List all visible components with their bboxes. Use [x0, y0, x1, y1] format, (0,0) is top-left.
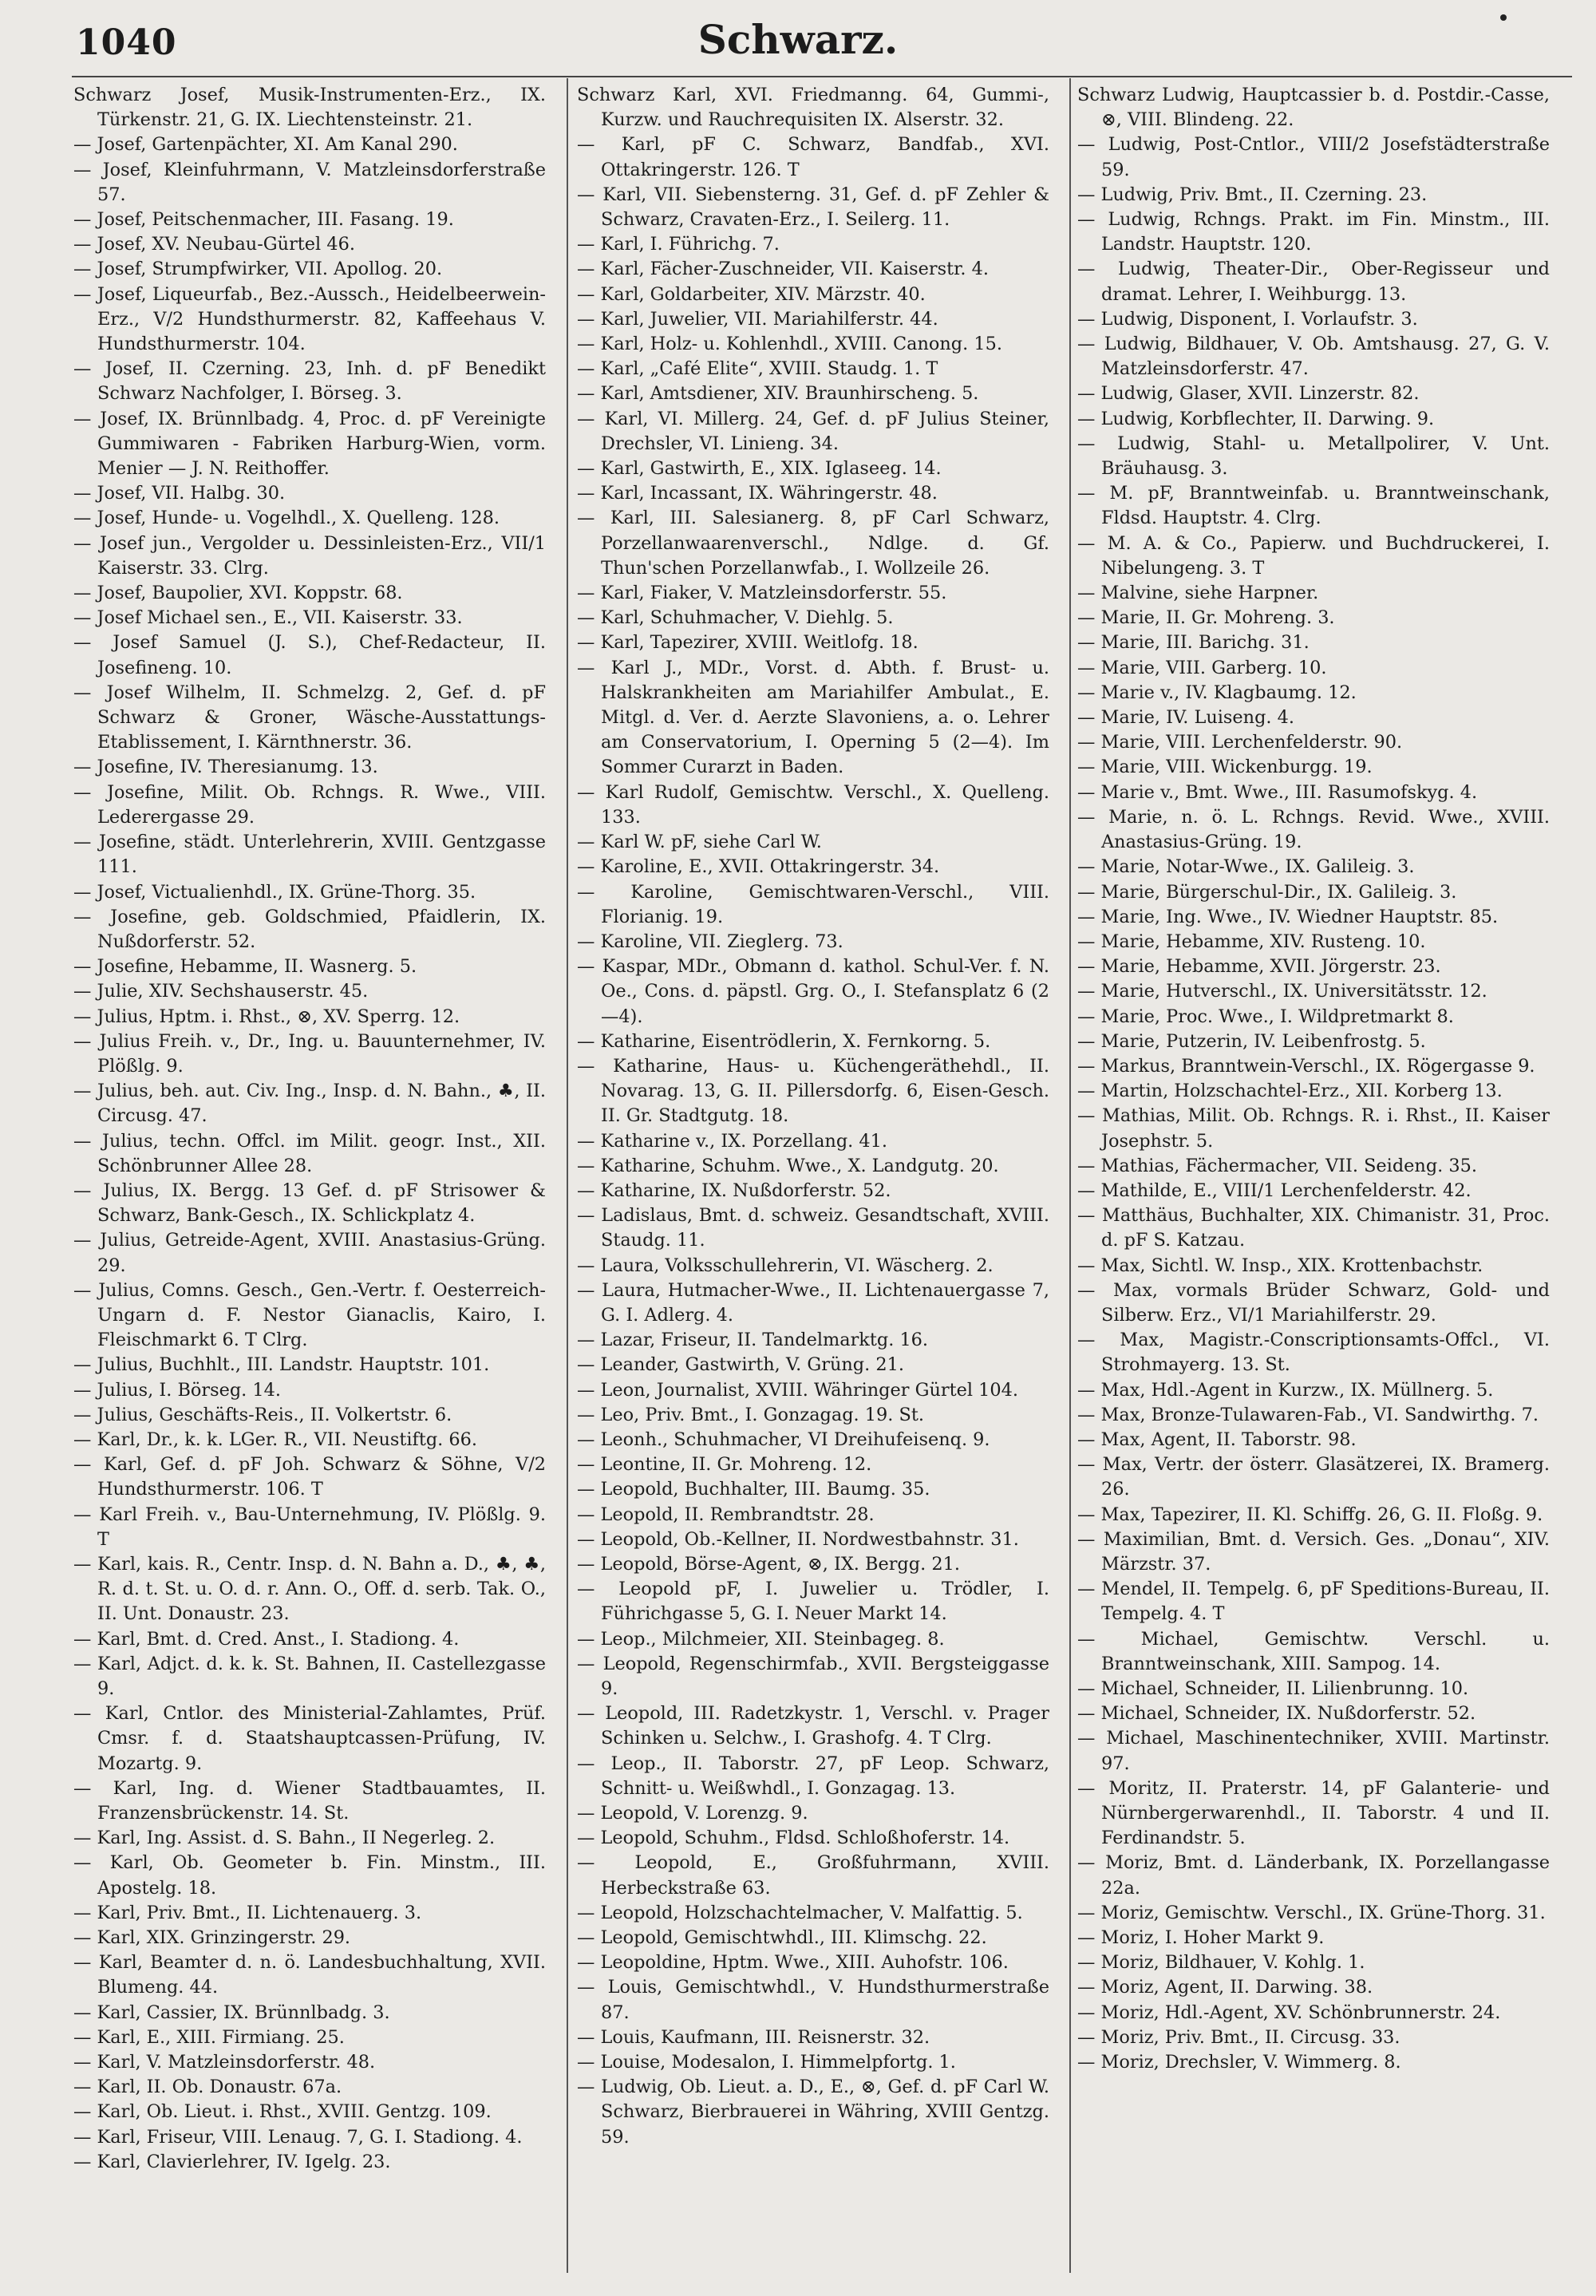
directory-entry: — Leo, Priv. Bmt., I. Gonzagag. 19. St. — [577, 1404, 924, 1425]
directory-entry: — Leopold, V. Lorenzg. 9. — [577, 1803, 808, 1824]
directory-entry: — Marie v., IV. Klagbaumg. 12. — [1077, 682, 1357, 703]
directory-entry: — Katharine, Schuhm. Wwe., X. Landgutg. 20. — [577, 1155, 999, 1176]
page-title: Schwarz. — [697, 16, 899, 63]
directory-entry: — Karl, Fächer-Zuschneider, VII. Kaiserstr. 4. — [577, 259, 989, 280]
directory-entry: — Mathias, Milit. Ob. Rchngs. R. i. Rhst., II. Kaiser Josephstr. 5. — [1077, 1105, 1550, 1152]
directory-entry: — Marie, VIII. Lerchenfelderstr. 90. — [1077, 732, 1403, 753]
directory-entry: — Karl, Beamter d. n. ö. Landesbuchhaltung, XVII. Blumeng. 44. — [73, 1952, 546, 1998]
directory-entry: — Karl, Ob. Lieut. i. Rhst., XVIII. Gentzg. 109. — [73, 2101, 492, 2123]
directory-entry: — Josef, XV. Neubau-Gürtel 46. — [73, 234, 355, 255]
directory-entry: — Mathilde, E., VIII/1 Lerchenfelderstr. 42. — [1077, 1180, 1472, 1201]
directory-entry: — Julius, Geschäfts-Reis., II. Volkertstr. 6. — [73, 1404, 452, 1425]
directory-entry: — Karl, Clavierlehrer, IV. Igelg. 23. — [73, 2151, 391, 2172]
directory-entry: — Julius, beh. aut. Civ. Ing., Insp. d. N. Bahn., ♣, II. Circusg. 47. — [73, 1081, 546, 1127]
directory-entry: — Leopold, Ob.-Kellner, II. Nordwestbahnstr. 31. — [577, 1528, 1019, 1550]
directory-entry: — Karl, kais. R., Centr. Insp. d. N. Bahn a. D., ♣, ♣, R. d. t. St. u. O. d. r. Ann. O., Off. d. serb. Tak. O., II. Unt. Donaustr. 23. — [73, 1553, 546, 1625]
directory-entry: — Marie, II. Gr. Mohreng. 3. — [1077, 607, 1335, 629]
directory-entry: — Michael, Schneider, IX. Nußdorferstr. 52. — [1077, 1703, 1476, 1725]
directory-entry: — Marie, VIII. Garberg. 10. — [1077, 657, 1327, 678]
directory-entry: — Karl, Ob. Geometer b. Fin. Minstm., III. Apostelg. 18. — [73, 1852, 546, 1899]
directory-entry: — Katharine, IX. Nußdorferstr. 52. — [577, 1180, 891, 1201]
directory-entry: — Karl, Bmt. d. Cred. Anst., I. Stadiong. 4. — [73, 1628, 460, 1650]
directory-entry: — Karl, Schuhmacher, V. Diehlg. 5. — [577, 607, 894, 629]
directory-entry: — Katharine, Haus- u. Küchengeräthehdl., II. Novarag. 13, G. II. Pillersdorfg. 6, Eisen-Gesch. II. Gr. Stadtgutg. 18. — [577, 1055, 1049, 1127]
directory-entry: — Karl, E., XIII. Firmiang. 25. — [73, 2026, 345, 2048]
directory-entry: — Karl, XIX. Grinzingerstr. 29. — [73, 1927, 351, 1949]
directory-entry: — Moriz, Hdl.-Agent, XV. Schönbrunnerstr. 24. — [1077, 2002, 1501, 2023]
directory-entry: — Karl W. pF, siehe Carl W. — [577, 832, 822, 853]
directory-entry: — Karl, Priv. Bmt., II. Lichtenauerg. 3. — [73, 1902, 422, 1923]
directory-entry: — Josef, Hunde- u. Vogelhdl., X. Quelleng. 128. — [73, 508, 500, 529]
directory-entry: — Josef, Victualienhdl., IX. Grüne-Thorg. 35. — [73, 881, 476, 903]
directory-entry: — Ludwig, Rchngs. Prakt. im Fin. Minstm., III. Landstr. Hauptstr. 120. — [1077, 209, 1550, 255]
directory-entry: — Louise, Modesalon, I. Himmelpfortg. 1. — [577, 2052, 956, 2073]
directory-entry: — Leopold, II. Rembrandtstr. 28. — [577, 1504, 875, 1525]
directory-entry: — Leopold, Holzschachtelmacher, V. Malfattig. 5. — [577, 1902, 1023, 1923]
directory-entry: — Moriz, Bmt. d. Länderbank, IX. Porzellangasse 22a. — [1077, 1852, 1550, 1899]
directory-entry: — Marie, Ing. Wwe., IV. Wiedner Hauptstr. 85. — [1077, 906, 1499, 927]
directory-entry: — Karl, pF C. Schwarz, Bandfab., XVI. Ottakringerstr. 126. T — [577, 134, 1049, 180]
directory-entry: — Josef, II. Czerning. 23, Inh. d. pF Benedikt Schwarz Nachfolger, I. Börseg. 3. — [73, 358, 546, 405]
directory-entry: — Ludwig, Theater-Dir., Ober-Regisseur und dramat. Lehrer, I. Weihburgg. 13. — [1077, 259, 1550, 305]
directory-entry: — Moriz, Gemischtw. Verschl., IX. Grüne-Thorg. 31. — [1077, 1902, 1546, 1923]
directory-entry: — Leopold pF, I. Juwelier u. Trödler, I. Führichgasse 5, G. I. Neuer Markt 14. — [577, 1579, 1049, 1625]
directory-entry: — Josef, Kleinfuhrmann, V. Matzleinsdorferstraße 57. — [73, 159, 546, 205]
directory-entry: — Moritz, II. Praterstr. 14, pF Galanterie- und Nürnbergerwarenhdl., II. Taborstr. 4 und II. Ferdinandstr. 5. — [1077, 1777, 1550, 1849]
directory-entry: — Karl, Tapezirer, XVIII. Weitlofg. 18. — [577, 632, 918, 654]
directory-entry: — Leontine, II. Gr. Mohreng. 12. — [577, 1454, 872, 1476]
directory-entry: — Max, vormals Brüder Schwarz, Gold- und Silberw. Erz., VI/1 Mariahilferstr. 29. — [1077, 1279, 1550, 1326]
directory-entry: — Karl, Gastwirth, E., XIX. Iglaseeg. 14. — [577, 458, 942, 480]
directory-entry: — Max, Sichtl. W. Insp., XIX. Krottenbachstr. — [1077, 1255, 1483, 1276]
column-1 — [73, 83, 546, 2270]
directory-entry: — Matthäus, Buchhalter, XIX. Chimanistr. 31, Proc. d. pF S. Katzau. — [1077, 1205, 1550, 1251]
directory-entry: — Karl, III. Salesianerg. 8, pF Carl Schwarz, Porzellanwaarenverschl., Ndlge. d. Gf. Thun'schen Porzellanwfab., I. Wollzeile 26. — [577, 508, 1049, 579]
directory-entry: — Ludwig, Disponent, I. Vorlaufstr. 3. — [1077, 308, 1418, 330]
directory-entry: — Karl J., MDr., Vorst. d. Abth. f. Brust- u. Halskrankheiten am Mariahilfer Ambulat., E. Mitgl. d. Ver. d. Aerzte Slavoniens, a. o. Lehrer am Conservatorium, I. Operning 5 (2—4). Im Sommer Curarzt in Baden. — [577, 657, 1049, 778]
column-3 — [1077, 83, 1550, 2270]
directory-entry: — M. pF, Branntweinfab. u. Branntweinschank, Fldsd. Hauptstr. 4. Clrg. — [1077, 483, 1550, 529]
directory-entry: — Marie, IV. Luiseng. 4. — [1077, 707, 1295, 729]
directory-entry: — Josef, VII. Halbg. 30. — [73, 483, 286, 504]
directory-entry: — Josef, Gartenpächter, XI. Am Kanal 290. — [73, 134, 458, 156]
directory-entry: Schwarz Ludwig, Hauptcassier b. d. Postdir.-Casse, ⊗, VIII. Blindeng. 22. — [1077, 85, 1550, 131]
directory-entry: — Ludwig, Stahl- u. Metallpolirer, V. Unt. Bräuhausg. 3. — [1077, 433, 1550, 480]
directory-entry: — Karl, Juwelier, VII. Mariahilferstr. 44. — [577, 308, 938, 330]
directory-entry: — Maximilian, Bmt. d. Versich. Ges. „Donau“, XIV. Märzstr. 37. — [1077, 1528, 1550, 1575]
directory-entry: — Josefine, städt. Unterlehrerin, XVIII. Gentzgasse 111. — [73, 832, 546, 878]
directory-entry: — Josef, IX. Brünnlbadg. 4, Proc. d. pF Vereinigte Gummiwaren - Fabriken Harburg-Wien, vorm. Menier — J. N. Reithoffer. — [73, 408, 546, 480]
directory-entry: — Michael, Maschinentechniker, XVIII. Martinstr. 97. — [1077, 1728, 1550, 1774]
directory-entry: — Karl Rudolf, Gemischtw. Verschl., X. Quelleng. 133. — [577, 781, 1049, 828]
directory-entry: — Ludwig, Post-Cntlor., VIII/2 Josefstädterstraße 59. — [1077, 134, 1550, 180]
directory-entry: — Karoline, VII. Zieglerg. 73. — [577, 931, 843, 952]
directory-entry: — Max, Tapezirer, II. Kl. Schiffg. 26, G. II. Floßg. 9. — [1077, 1504, 1543, 1525]
directory-entry: — Karl, Adjct. d. k. k. St. Bahnen, II. Castellezgasse 9. — [73, 1653, 546, 1699]
directory-entry: — Michael, Schneider, II. Lilienbrunng. 10. — [1077, 1678, 1469, 1699]
directory-entry: — Moriz, Agent, II. Darwing. 38. — [1077, 1977, 1373, 1998]
directory-entry: — Julius, techn. Offcl. im Milit. geogr. Inst., XII. Schönbrunner Allee 28. — [73, 1130, 546, 1176]
directory-entry: — Leander, Gastwirth, V. Grüng. 21. — [577, 1354, 904, 1376]
directory-entry: — Karl, Gef. d. pF Joh. Schwarz & Söhne, V/2 Hundsthurmerstr. 106. T — [73, 1454, 546, 1500]
directory-entry: — Julius, Buchhlt., III. Landstr. Hauptstr. 101. — [73, 1354, 490, 1376]
directory-entry: — Marie, VIII. Wickenburgg. 19. — [1077, 757, 1373, 778]
directory-entry: — Marie, III. Barichg. 31. — [1077, 632, 1310, 654]
directory-entry: — Marie, Putzerin, IV. Leibenfrostg. 5. — [1077, 1030, 1426, 1052]
directory-entry: — Karl, I. Führichg. 7. — [577, 234, 780, 255]
directory-entry: — Ludwig, Bildhauer, V. Ob. Amtshausg. 27, G. V. Matzleinsdorferstr. 47. — [1077, 334, 1550, 380]
directory-entry: — Max, Bronze-Tulawaren-Fab., VI. Sandwirthg. 7. — [1077, 1404, 1539, 1425]
directory-entry: — Josef Wilhelm, II. Schmelzg. 2, Gef. d. pF Schwarz & Groner, Wäsche-Ausstattungs-Etablissement, I. Kärnthnerstr. 36. — [73, 682, 546, 753]
directory-entry: — Karl, V. Matzleinsdorferstr. 48. — [73, 2052, 376, 2073]
directory-entry: — Julius, Comns. Gesch., Gen.-Vertr. f. Oesterreich-Ungarn d. F. Nestor Gianaclis, Kairo, I. Fleischmarkt 6. T Clrg. — [73, 1279, 546, 1351]
directory-entry: — Moriz, Bildhauer, V. Kohlg. 1. — [1077, 1952, 1365, 1974]
directory-entry: — Ludwig, Glaser, XVII. Linzerstr. 82. — [1077, 383, 1420, 405]
directory-entry: — Karl, Incassant, IX. Währingerstr. 48. — [577, 483, 938, 504]
directory-entry: — Karl, VII. Siebensterng. 31, Gef. d. pF Zehler & Schwarz, Cravaten-Erz., I. Seilerg. 11. — [577, 184, 1049, 231]
directory-entry: — Mendel, II. Tempelg. 6, pF Speditions-Bureau, II. Tempelg. 4. T — [1077, 1579, 1550, 1625]
directory-entry: — Karoline, E., XVII. Ottakringerstr. 34. — [577, 856, 940, 878]
directory-entry: — Leopoldine, Hptm. Wwe., XIII. Auhofstr. 106. — [577, 1952, 1009, 1974]
directory-entry: — Louis, Kaufmann, III. Reisnerstr. 32. — [577, 2026, 930, 2048]
page-number: 1040 — [76, 22, 177, 63]
directory-entry: — Leopold, III. Radetzkystr. 1, Verschl. v. Prager Schinken u. Selchw., I. Grashofg. 4. T Clrg. — [577, 1703, 1049, 1749]
directory-entry: — Julius, IX. Bergg. 13 Gef. d. pF Strisower & Schwarz, Bank-Gesch., IX. Schlickplatz 4. — [73, 1180, 546, 1227]
directory-entry: — Martin, Holzschachtel-Erz., XII. Korberg 13. — [1077, 1081, 1503, 1102]
directory-entry: — Lazar, Friseur, II. Tandelmarktg. 16. — [577, 1330, 929, 1351]
directory-entry: — Laura, Volksschullehrerin, VI. Wäscherg. 2. — [577, 1255, 994, 1276]
directory-entry: — Marie v., Bmt. Wwe., III. Rasumofskyg. 4. — [1077, 781, 1478, 803]
directory-entry: — Josefine, Hebamme, II. Wasnerg. 5. — [73, 956, 417, 978]
directory-entry: — Karl, VI. Millerg. 24, Gef. d. pF Julius Steiner, Drechsler, VI. Linieng. 34. — [577, 408, 1049, 454]
header-rule — [72, 76, 1572, 77]
directory-entry: — Karoline, Gemischtwaren-Verschl., VIII. Florianig. 19. — [577, 881, 1049, 927]
directory-entry: — Julius, Hptm. i. Rhst., ⊗, XV. Sperrg. 12. — [73, 1006, 460, 1027]
directory-entry: — Josef Samuel (J. S.), Chef-Redacteur, II. Josefineng. 10. — [73, 632, 546, 678]
directory-entry: — Markus, Branntwein-Verschl., IX. Rögergasse 9. — [1077, 1055, 1535, 1077]
directory-entry: — Leopold, Gemischtwhdl., III. Klimschg. 22. — [577, 1927, 987, 1949]
directory-entry: — Moriz, Priv. Bmt., II. Circusg. 33. — [1077, 2026, 1400, 2048]
directory-entry: — Marie, Hebamme, XVII. Jörgerstr. 23. — [1077, 956, 1441, 978]
directory-entry: — Moriz, I. Hoher Markt 9. — [1077, 1927, 1325, 1949]
directory-entry: — Josef, Peitschenmacher, III. Fasang. 19. — [73, 209, 454, 231]
directory-entry: — Ludwig, Korbflechter, II. Darwing. 9. — [1077, 408, 1435, 429]
directory-entry: — Karl, Holz- u. Kohlenhdl., XVIII. Canong. 15. — [577, 334, 1002, 355]
directory-entry: — Louis, Gemischtwhdl., V. Hundsthurmerstraße 87. — [577, 1977, 1049, 2023]
directory-entry: — Josef jun., Vergolder u. Dessinleisten-Erz., VII/1 Kaiserstr. 33. Clrg. — [73, 532, 546, 579]
directory-entry: — Julius Freih. v., Dr., Ing. u. Bauunternehmer, IV. Plößlg. 9. — [73, 1030, 546, 1077]
directory-entry: — Michael, Gemischtw. Verschl. u. Branntweinschank, XIII. Sampog. 14. — [1077, 1628, 1550, 1674]
directory-entry: — Max, Vertr. der österr. Glasätzerei, IX. Bramerg. 26. — [1077, 1454, 1550, 1500]
directory-columns — [73, 83, 1590, 2270]
directory-entry: — Marie, Hebamme, XIV. Rusteng. 10. — [1077, 931, 1426, 952]
directory-entry: — Josef, Baupolier, XVI. Koppstr. 68. — [73, 583, 403, 604]
directory-entry: — Leopold, E., Großfuhrmann, XVIII. Herbeckstraße 63. — [577, 1852, 1049, 1899]
directory-entry: — Josefine, Milit. Ob. Rchngs. R. Wwe., VIII. Lederergasse 29. — [73, 781, 546, 828]
directory-entry: — Marie, Proc. Wwe., I. Wildpretmarkt 8. — [1077, 1006, 1454, 1027]
directory-entry: — Leon, Journalist, XVIII. Währinger Gürtel 104. — [577, 1379, 1018, 1401]
directory-entry: — Ludwig, Priv. Bmt., II. Czerning. 23. — [1077, 184, 1428, 205]
directory-entry: — Leop., Milchmeier, XII. Steinbageg. 8. — [577, 1628, 945, 1650]
directory-entry: — Max, Agent, II. Taborstr. 98. — [1077, 1429, 1357, 1450]
directory-entry: — Josefine, geb. Goldschmied, Pfaidlerin, IX. Nußdorferstr. 52. — [73, 906, 546, 952]
directory-entry: Schwarz Karl, XVI. Friedmanng. 64, Gummi-, Kurzw. und Rauchrequisiten IX. Alserstr. 32. — [577, 85, 1049, 131]
directory-entry: — Leopold, Buchhalter, III. Baumg. 35. — [577, 1479, 930, 1500]
directory-entry: — Julie, XIV. Sechshauserstr. 45. — [73, 981, 369, 1002]
directory-entry: — Kaspar, MDr., Obmann d. kathol. Schul-Ver. f. N. Oe., Cons. d. päpstl. Grg. O., I. Stefansplatz 6 (2—4). — [577, 956, 1049, 1027]
directory-entry: — Marie, Hutverschl., IX. Universitätsstr. 12. — [1077, 981, 1487, 1002]
page-header — [0, 0, 1596, 72]
directory-entry: — Max, Hdl.-Agent in Kurzw., IX. Müllnerg. 5. — [1077, 1379, 1494, 1401]
directory-entry: Schwarz Josef, Musik-Instrumenten-Erz., IX. Türkenstr. 21, G. IX. Liechtensteinstr. 21. — [73, 85, 546, 131]
directory-entry: — Leopold, Regenschirmfab., XVII. Bergsteiggasse 9. — [577, 1653, 1049, 1699]
directory-entry: — Leopold, Börse-Agent, ⊗, IX. Bergg. 21. — [577, 1553, 960, 1575]
directory-entry: — Karl, Cassier, IX. Brünnlbadg. 3. — [73, 2002, 390, 2023]
directory-entry: — Karl, II. Ob. Donaustr. 67a. — [73, 2077, 342, 2098]
directory-entry: — Josefine, IV. Theresianumg. 13. — [73, 757, 378, 778]
directory-entry: — Karl, Friseur, VIII. Lenaug. 7, G. I. Stadiong. 4. — [73, 2126, 523, 2148]
directory-entry: — Max, Magistr.-Conscriptionsamts-Offcl., VI. Strohmayerg. 13. St. — [1077, 1330, 1550, 1376]
directory-entry: — Marie, Bürgerschul-Dir., IX. Galileig. 3. — [1077, 881, 1457, 903]
directory-entry: — Katharine, Eisentrödlerin, X. Fernkorng. 5. — [577, 1030, 991, 1052]
directory-entry: — Karl, Cntlor. des Ministerial-Zahlamtes, Prüf. Cmsr. f. d. Staatshauptcassen-Prüfung, IV. Mozartg. 9. — [73, 1703, 546, 1774]
directory-entry: — Mathias, Fächermacher, VII. Seideng. 35. — [1077, 1155, 1478, 1176]
directory-entry: — Marie, n. ö. L. Rchngs. Revid. Wwe., XVIII. Anastasius-Grüng. 19. — [1077, 806, 1550, 853]
directory-entry: — Moriz, Drechsler, V. Wimmerg. 8. — [1077, 2052, 1401, 2073]
directory-entry: — Josef, Strumpfwirker, VII. Apollog. 20. — [73, 259, 443, 280]
directory-entry: — Karl, Ing. Assist. d. S. Bahn., II Negerleg. 2. — [73, 1828, 496, 1849]
directory-entry: — Leop., II. Taborstr. 27, pF Leop. Schwarz, Schnitt- u. Weißwhdl., I. Gonzagag. 13. — [577, 1753, 1049, 1799]
directory-entry: — Marie, Notar-Wwe., IX. Galileig. 3. — [1077, 856, 1415, 878]
directory-entry: — Josef, Liqueurfab., Bez.-Aussch., Heidelbeerwein-Erz., V/2 Hundsthurmerstr. 82, Kaffeehaus V. Hundsthurmerstr. 104. — [73, 283, 546, 355]
directory-entry: — Julius, I. Börseg. 14. — [73, 1379, 282, 1401]
directory-entry: — Malvine, siehe Harpner. — [1077, 583, 1319, 604]
column-2 — [577, 83, 1049, 2270]
directory-entry: — Leonh., Schuhmacher, VI Dreihufeisenq. 9. — [577, 1429, 990, 1450]
directory-entry: — Karl, Ing. d. Wiener Stadtbauamtes, II. Franzensbrückenstr. 14. St. — [73, 1777, 546, 1824]
directory-entry: — Karl, Amtsdiener, XIV. Braunhirscheng. 5. — [577, 383, 979, 405]
directory-entry: — M. A. & Co., Papierw. und Buchdruckerei, I. Nibelungeng. 3. T — [1077, 532, 1550, 579]
directory-entry: — Karl, Fiaker, V. Matzleinsdorferstr. 55. — [577, 583, 947, 604]
directory-entry: — Ludwig, Ob. Lieut. a. D., E., ⊗, Gef. d. pF Carl W. Schwarz, Bierbrauerei in Währing, XVIII Gentzg. 59. — [577, 2077, 1049, 2148]
directory-entry: — Katharine v., IX. Porzellang. 41. — [577, 1130, 888, 1152]
directory-entry: — Josef Michael sen., E., VII. Kaiserstr. 33. — [73, 607, 463, 629]
directory-entry: — Julius, Getreide-Agent, XVIII. Anastasius-Grüng. 29. — [73, 1230, 546, 1276]
print-mark — [1500, 14, 1507, 21]
directory-entry: — Laura, Hutmacher-Wwe., II. Lichtenauergasse 7, G. I. Adlerg. 4. — [577, 1279, 1049, 1326]
directory-entry: — Karl, Goldarbeiter, XIV. Märzstr. 40. — [577, 283, 926, 305]
directory-entry: — Ladislaus, Bmt. d. schweiz. Gesandtschaft, XVIII. Staudg. 11. — [577, 1205, 1049, 1251]
directory-entry: — Leopold, Schuhm., Fldsd. Schloßhoferstr. 14. — [577, 1828, 1010, 1849]
directory-entry: — Karl, „Café Elite“, XVIII. Staudg. 1. T — [577, 358, 938, 380]
directory-entry: — Karl, Dr., k. k. LGer. R., VII. Neustiftg. 66. — [73, 1429, 477, 1450]
directory-entry: — Karl Freih. v., Bau-Unternehmung, IV. Plößlg. 9. T — [73, 1504, 546, 1550]
